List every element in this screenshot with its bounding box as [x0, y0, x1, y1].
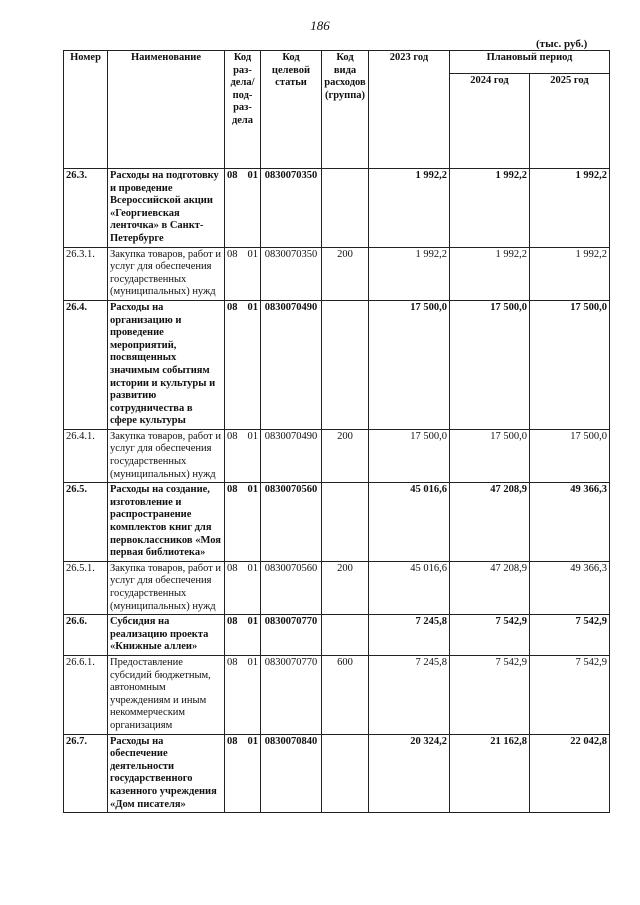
units-label: (тыс. руб.): [536, 38, 588, 50]
row-amount-2025: 1 992,2: [530, 169, 610, 248]
header-section: Код раз-дела/ под-раз-дела: [225, 51, 261, 169]
table-row: [64, 483, 610, 562]
row-name: Субсидия на реализацию проекта «Книжные аллеи»: [108, 615, 225, 656]
row-amount-2023: 1 992,2: [369, 247, 450, 300]
row-razdel: 08: [227, 301, 238, 313]
row-podrazdel: 01: [247, 430, 258, 442]
row-section-code: [225, 247, 261, 300]
header-name: Наименование: [108, 51, 225, 169]
row-name: Расходы на организацию и проведение мероприятий, посвященных значимым событиям истории и культуры и развитию сотрудничества в сфере культуры: [108, 300, 225, 429]
row-number: 26.6.1.: [64, 655, 108, 734]
row-amount-2023: 17 500,0: [369, 300, 450, 429]
row-expense-type: 200: [322, 247, 369, 300]
row-name: Расходы на обеспечение деятельности государственного казенного учреждения «Дом писателя»: [108, 734, 225, 813]
row-name: Закупка товаров, работ и услуг для обеспечения государственных (муниципальных) нужд: [108, 247, 225, 300]
header-year-2024: 2024 год: [450, 74, 530, 169]
header-target: Код целевой статьи: [261, 51, 322, 169]
row-expense-type: 200: [322, 429, 369, 482]
row-amount-2025: 17 500,0: [530, 300, 610, 429]
row-podrazdel: 01: [247, 656, 258, 668]
row-target-code: 0830070490: [261, 429, 322, 482]
row-amount-2023: 45 016,6: [369, 561, 450, 614]
table-row: [64, 247, 610, 300]
header-year-2025: 2025 год: [530, 74, 610, 169]
row-amount-2024: 21 162,8: [450, 734, 530, 813]
table-header: [64, 51, 610, 169]
table-row: [64, 429, 610, 482]
row-razdel: 08: [227, 735, 238, 747]
row-podrazdel: 01: [247, 562, 258, 574]
row-razdel: 08: [227, 430, 238, 442]
row-amount-2024: 1 992,2: [450, 169, 530, 248]
page-number: 186: [310, 18, 330, 33]
row-section-code: [225, 561, 261, 614]
row-amount-2023: 20 324,2: [369, 734, 450, 813]
row-target-code: 0830070770: [261, 615, 322, 656]
row-amount-2025: 49 366,3: [530, 561, 610, 614]
row-amount-2023: 7 245,8: [369, 655, 450, 734]
header-year-2023: 2023 год: [369, 51, 450, 169]
row-number: 26.5.: [64, 483, 108, 562]
row-razdel: 08: [227, 656, 238, 668]
row-amount-2025: 22 042,8: [530, 734, 610, 813]
row-section-code: [225, 734, 261, 813]
row-number: 26.5.1.: [64, 561, 108, 614]
row-section-code: [225, 483, 261, 562]
table-row: [64, 734, 610, 813]
row-number: 26.4.1.: [64, 429, 108, 482]
row-amount-2024: 47 208,9: [450, 561, 530, 614]
row-name: Расходы на подготовку и проведение Всероссийской акции «Георгиевская ленточка» в Санкт-Петербурге: [108, 169, 225, 248]
row-podrazdel: 01: [247, 735, 258, 747]
row-podrazdel: 01: [247, 616, 258, 628]
row-name: Закупка товаров, работ и услуг для обеспечения государственных (муниципальных) нужд: [108, 561, 225, 614]
table-row: [64, 169, 610, 248]
row-target-code: 0830070560: [261, 561, 322, 614]
row-razdel: 08: [227, 562, 238, 574]
row-razdel: 08: [227, 170, 238, 181]
row-expense-type: [322, 169, 369, 248]
table-row: [64, 561, 610, 614]
row-target-code: 0830070770: [261, 655, 322, 734]
row-expense-type: [322, 615, 369, 656]
table-row: [64, 300, 610, 429]
row-expense-type: [322, 483, 369, 562]
row-razdel: 08: [227, 616, 238, 628]
table-row: [64, 655, 610, 734]
row-amount-2024: 7 542,9: [450, 615, 530, 656]
row-target-code: 0830070350: [261, 169, 322, 248]
row-amount-2023: 45 016,6: [369, 483, 450, 562]
row-amount-2024: 1 992,2: [450, 247, 530, 300]
row-section-code: [225, 169, 261, 248]
row-number: 26.3.: [64, 169, 108, 248]
header-plan-period: Плановый период: [450, 51, 610, 74]
row-amount-2023: 17 500,0: [369, 429, 450, 482]
row-podrazdel: 01: [247, 170, 258, 181]
row-podrazdel: 01: [247, 301, 258, 313]
row-section-code: [225, 655, 261, 734]
row-number: 26.3.1.: [64, 247, 108, 300]
row-amount-2024: 7 542,9: [450, 655, 530, 734]
row-number: 26.7.: [64, 734, 108, 813]
row-amount-2025: 1 992,2: [530, 247, 610, 300]
row-number: 26.4.: [64, 300, 108, 429]
row-podrazdel: 01: [247, 248, 258, 260]
row-section-code: [225, 615, 261, 656]
row-amount-2025: 7 542,9: [530, 615, 610, 656]
row-amount-2025: 49 366,3: [530, 483, 610, 562]
row-number: 26.6.: [64, 615, 108, 656]
row-section-code: [225, 300, 261, 429]
row-amount-2024: 17 500,0: [450, 300, 530, 429]
row-amount-2023: 1 992,2: [369, 169, 450, 248]
row-expense-type: [322, 734, 369, 813]
row-target-code: 0830070350: [261, 247, 322, 300]
row-expense-type: [322, 300, 369, 429]
row-section-code: [225, 429, 261, 482]
row-target-code: 0830070840: [261, 734, 322, 813]
header-expense-type: Код вида расходов (группа): [322, 51, 369, 169]
row-expense-type: 200: [322, 561, 369, 614]
row-amount-2023: 7 245,8: [369, 615, 450, 656]
row-razdel: 08: [227, 248, 238, 260]
row-target-code: 0830070490: [261, 300, 322, 429]
table-row: [64, 615, 610, 656]
row-name: Расходы на создание, изготовление и распространение комплектов книг для первоклассников «Моя первая библиотека»: [108, 483, 225, 562]
row-name: Предоставление субсидий бюджетным, автономным учреждениям и иным некоммерческим организациям: [108, 655, 225, 734]
row-podrazdel: 01: [247, 484, 258, 496]
table-body: [64, 169, 610, 813]
row-expense-type: 600: [322, 655, 369, 734]
row-amount-2024: 17 500,0: [450, 429, 530, 482]
row-amount-2025: 7 542,9: [530, 655, 610, 734]
row-target-code: 0830070560: [261, 483, 322, 562]
row-amount-2024: 47 208,9: [450, 483, 530, 562]
budget-table: [63, 50, 610, 813]
header-number: Номер: [64, 51, 108, 169]
row-amount-2025: 17 500,0: [530, 429, 610, 482]
row-razdel: 08: [227, 484, 238, 496]
row-name: Закупка товаров, работ и услуг для обеспечения государственных (муниципальных) нужд: [108, 429, 225, 482]
